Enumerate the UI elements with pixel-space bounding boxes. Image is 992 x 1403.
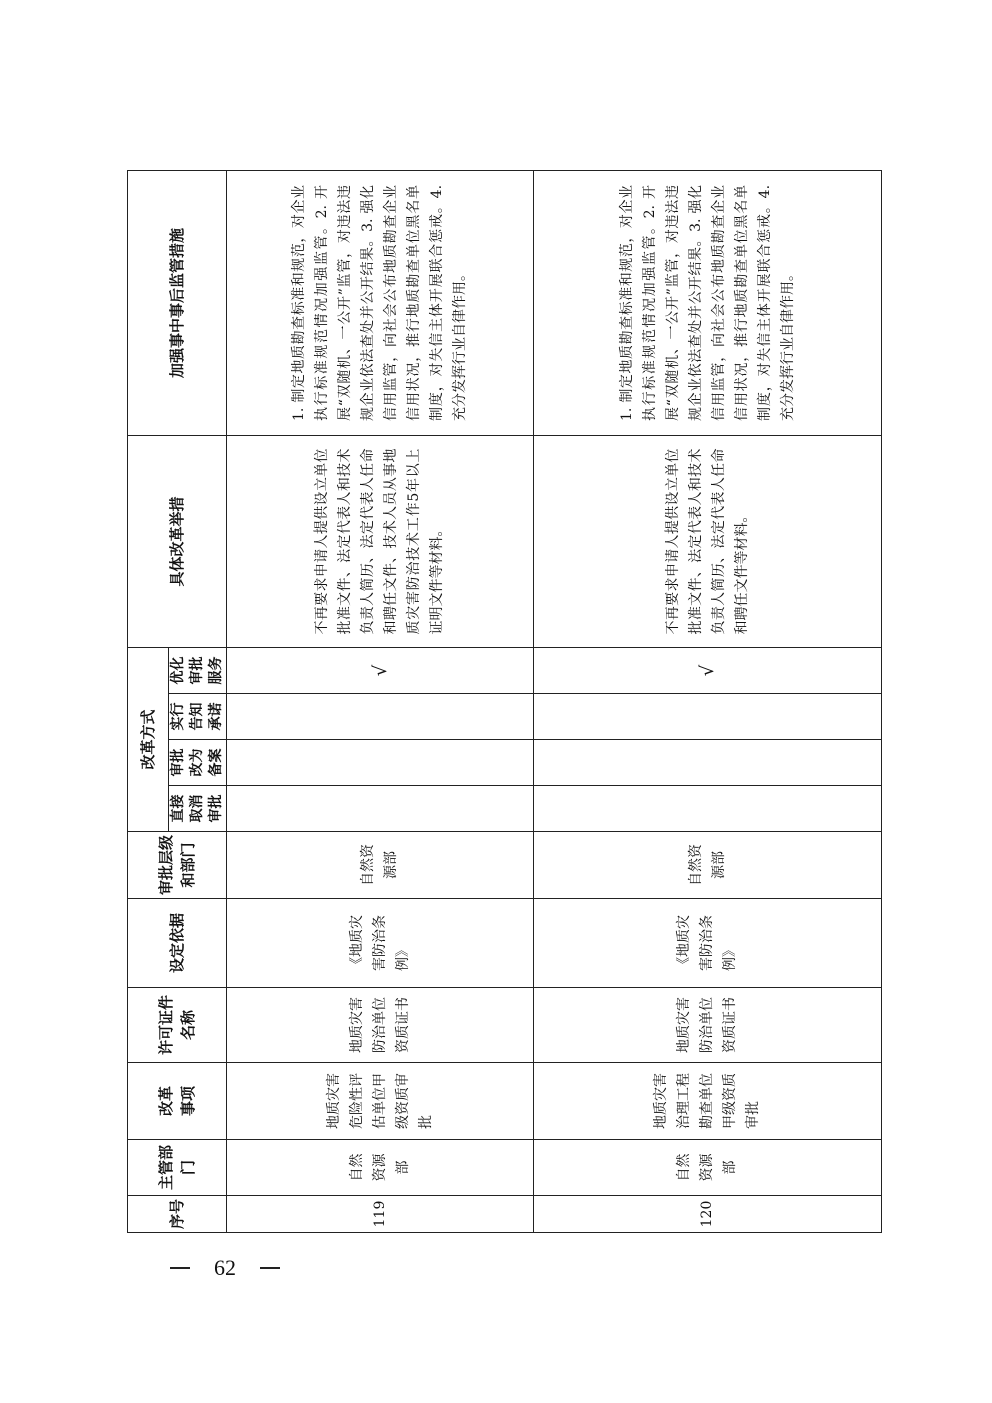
row-method-optimize-check: √ — [227, 647, 534, 693]
row-item: 地质灾害治理工程勘查单位甲级资质审批 — [534, 1063, 882, 1140]
row-seq: 120 — [534, 1196, 882, 1233]
row-supervise: 1. 制定地质勘查标准和规范，对企业执行标准规范情况加强监管。2. 开展“双随机、一公开”监管，对违法违规企业依法查处并公开结果。3. 强化信用监管，向社会公布地质勘查企业信用状况，推行地质勘查单位黑名单制度，对失信主体开展联合惩戒。4. 充分发挥行业自律作用。 — [534, 170, 882, 435]
row-dept: 自然资源部 — [227, 1140, 534, 1196]
header-method-cancel: 直接取消审批 — [169, 786, 227, 832]
row-method-record — [534, 740, 882, 786]
row-seq: 119 — [227, 1196, 534, 1233]
header-supervise: 加强事中事后监管措施 — [128, 170, 227, 435]
header-method-record: 审批改为备案 — [169, 740, 227, 786]
page-number: 62 — [214, 1255, 236, 1280]
row-license: 地质灾害防治单位资质证书 — [534, 988, 882, 1063]
row-item: 地质灾害危险性评估单位甲级资质审批 — [227, 1063, 534, 1140]
row-method-cancel — [227, 786, 534, 832]
row-method-cancel — [534, 786, 882, 832]
header-license: 许可证件名称 — [128, 988, 227, 1063]
header-reform: 具体改革举措 — [128, 435, 227, 647]
row-reform: 不再要求申请人提供设立单位批准文件、法定代表人和技术负责人简历、法定代表人任命和聘任文件等材料。 — [534, 435, 882, 647]
header-method-optimize: 优化审批服务 — [169, 647, 227, 693]
row-level: 自然资源部 — [227, 832, 534, 899]
header-method: 改革方式 — [128, 647, 169, 831]
table-row — [227, 170, 534, 1232]
footer-dash-right — [260, 1267, 280, 1268]
header-dept: 主管部门 — [128, 1140, 227, 1196]
row-level: 自然资源部 — [534, 832, 882, 899]
header-basis: 设定依据 — [128, 899, 227, 988]
header-seq: 序号 — [128, 1196, 227, 1233]
row-dept: 自然资源部 — [534, 1140, 882, 1196]
table-row — [534, 170, 882, 1232]
row-method-record — [227, 740, 534, 786]
row-supervise: 1. 制定地质勘查标准和规范，对企业执行标准规范情况加强监管。2. 开展“双随机、一公开”监管，对违法违规企业依法查处并公开结果。3. 强化信用监管，向社会公布地质勘查企业信用状况，推行地质勘查单位黑名单制度，对失信主体开展联合惩戒。4. 充分发挥行业自律作用。 — [227, 170, 534, 435]
rotated-table-wrapper — [127, 171, 865, 1233]
row-method-promise — [227, 694, 534, 740]
footer-dash-left — [170, 1267, 190, 1268]
row-basis: 《地质灾害防治条例》 — [534, 899, 882, 988]
row-basis: 《地质灾害防治条例》 — [227, 899, 534, 988]
header-item: 改革事项 — [128, 1063, 227, 1140]
row-method-promise — [534, 694, 882, 740]
header-method-promise: 实行告知承诺 — [169, 694, 227, 740]
page-footer — [170, 1255, 280, 1281]
row-method-optimize-check: √ — [534, 647, 882, 693]
row-license: 地质灾害防治单位资质证书 — [227, 988, 534, 1063]
reform-table — [127, 170, 882, 1233]
row-reform: 不再要求申请人提供设立单位批准文件、法定代表人和技术负责人简历、法定代表人任命和聘任文件、技术人员从事地质灾害防治技术工作5年以上证明文件等材料。 — [227, 435, 534, 647]
header-row — [128, 170, 169, 1232]
header-level: 审批层级和部门 — [128, 832, 227, 899]
